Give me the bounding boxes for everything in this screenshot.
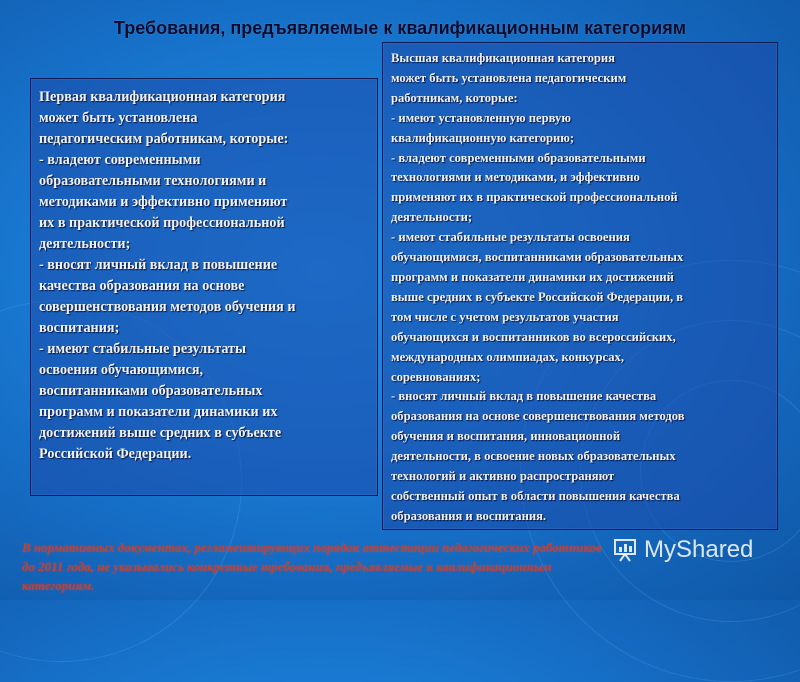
presentation-board-icon — [612, 537, 638, 563]
highest-category-text: Высшая квалификационная категория может быть установлена педагогическим работникам, которые: - имеют установленную первую квалификационную категорию; - владеют современными образовательными технологиями и методиками, и эффективно применяют их в практической профессиональной деятельности; - имеют стабильные результаты освоения обучающимися, воспитанниками образовательных программ и показатели динамики их достижений выше средних в субъекте Российской Федерации, в том числе с учетом результатов участия обучающихся и воспитанников во всероссийских, международных олимпиадах, конкурсах, соревнованиях; - вносят личный вклад в повышение качества образования на основе совершенствования методов обучения и воспитания, инновационной деятельности, в освоение новых образовательных технологий и активно распространяют собственный опыт в области повышения качества образования и воспитания. — [391, 51, 685, 523]
slide-title: Требования, предъявляемые к квалификационным категориям — [113, 18, 687, 38]
footnote: В нормативных документах, регламентирующих порядок аттестации педагогических работников до 2011 года, не указывались конкретные требования, предъявляемые к квалификационным категориям. — [22, 540, 602, 593]
highest-category-panel — [382, 42, 778, 530]
watermark-label: MyShared — [644, 536, 754, 563]
watermark-logo — [612, 536, 753, 564]
first-category-text: Первая квалификационная категория может быть установлена педагогическим работникам, которые: - владеют современными образовательными технологиями и методиками и эффективно применяют их в практической профессиональной деятельности; - вносят личный вклад в повышение качества образования на основе совершенствования методов обучения и воспитания; - имеют стабильные результаты освоения обучающимися, воспитанниками образовательных программ и показатели динамики их достижений выше средних в субъекте Российской Федерации. — [39, 89, 296, 462]
first-category-panel — [30, 78, 378, 496]
